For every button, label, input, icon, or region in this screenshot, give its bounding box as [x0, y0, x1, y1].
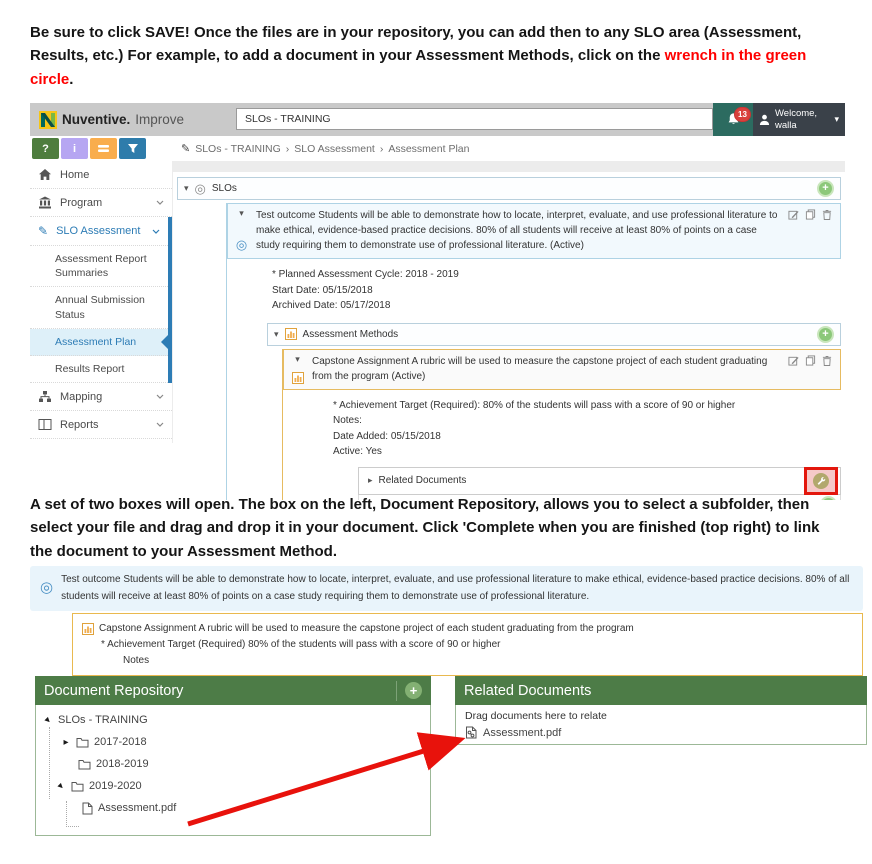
- assessment-plan-main: [172, 161, 845, 486]
- expand-caret-icon[interactable]: ▸: [368, 475, 373, 485]
- linked-file-icon: [465, 726, 477, 739]
- outcome-banner: [30, 566, 863, 611]
- bank-icon: [38, 196, 52, 209]
- document-tree: [35, 705, 431, 836]
- capstone-banner-line3: Notes: [123, 655, 150, 666]
- capstone-banner-line1: Capstone Assignment A rubric will be used to measure the capstone project of each student graduating from the program: [99, 623, 634, 634]
- date-added-value: Date Added: 05/15/2018: [333, 430, 441, 442]
- breadcrumb-item-section[interactable]: SLO Assessment: [294, 142, 375, 155]
- app-body: [30, 161, 845, 486]
- tree-node-2018-2019[interactable]: [36, 753, 430, 775]
- breadcrumb-item-page[interactable]: Assessment Plan: [388, 142, 470, 155]
- target-icon: ◎: [194, 180, 206, 196]
- capstone-banner: [72, 613, 863, 676]
- folder-icon: [71, 781, 84, 792]
- related-documents-panel: [455, 676, 867, 745]
- sidebar-group-slo-assessment: [30, 217, 172, 383]
- tree-guide-line: [66, 826, 79, 827]
- assessment-methods-row: [267, 323, 841, 346]
- header-divider: [396, 681, 397, 701]
- wrench-highlight-box: [804, 467, 838, 495]
- instruction-period: .: [69, 70, 74, 88]
- filter-button[interactable]: [119, 138, 146, 159]
- sidebar-label: Mapping: [60, 390, 103, 403]
- tree-open-triangle-icon[interactable]: ▾: [42, 714, 54, 726]
- nuventive-logo-icon: [39, 111, 57, 129]
- capstone-details: [283, 390, 841, 467]
- instruction-text: Be sure to click SAVE! Once the files are in your repository, you can add then to any SLO area (Assessment, Results, etc.) For example, to add a document in your Assessment Methods, click on the: [30, 24, 802, 65]
- edit-icon[interactable]: [788, 209, 799, 220]
- folder-icon: [76, 737, 89, 748]
- related-documents-dropzone[interactable]: [455, 705, 867, 745]
- instruction-paragraph-2: A set of two boxes will open. The box on the left, Document Repository, allows you to select a subfolder, then select your file and drag and drop it in your document. Click 'Complete when you are finished (top right) to link the document to your Assessment Method.: [30, 496, 820, 560]
- outcome-text: Test outcome Students will be able to demonstrate how to locate, interpret, evaluate, and use professional literature to make ethical, evidence-based practice decisions. 80% of all students will receive at least 80% of points on a case study requiring them to demonstrate use of professional literature. (Active): [256, 210, 778, 251]
- wrench-icon: [816, 476, 826, 486]
- user-menu-caret-icon: ▾: [834, 114, 839, 124]
- tree-node-label: 2019-2020: [89, 780, 142, 792]
- person-icon: [759, 114, 770, 126]
- tree-node-label: 2018-2019: [96, 758, 149, 770]
- add-method-button[interactable]: +: [817, 326, 834, 343]
- list-button[interactable]: [90, 138, 117, 159]
- sidebar-label: Home: [60, 168, 90, 181]
- tree-open-triangle-icon[interactable]: ▾: [55, 780, 67, 792]
- breadcrumb-item-unit[interactable]: SLOs - TRAINING: [195, 142, 281, 155]
- file-icon: [82, 802, 93, 815]
- copy-icon[interactable]: [805, 209, 816, 220]
- add-slo-button[interactable]: +: [817, 180, 834, 197]
- document-repository-panel: [35, 676, 431, 836]
- outcome-header: [227, 203, 841, 259]
- tree-node-label: Assessment.pdf: [98, 802, 177, 814]
- related-file-name: Assessment.pdf: [483, 726, 562, 739]
- sitemap-icon: [38, 390, 52, 403]
- related-file-item[interactable]: [465, 726, 857, 739]
- sidebar-nav: [30, 161, 172, 443]
- notification-count-badge: 13: [734, 107, 751, 122]
- content-top-strip: [173, 161, 845, 172]
- row-actions: [788, 354, 832, 384]
- add-folder-button[interactable]: +: [405, 682, 422, 699]
- breadcrumb: [181, 142, 469, 155]
- copy-icon[interactable]: [805, 355, 816, 366]
- columns-icon: [38, 418, 52, 431]
- outcome-banner-text: Test outcome Students will be able to demonstrate how to locate, interpret, evaluate, and use professional literature to make ethical, evidence-based practice decisions. 80% of all students will receive at least 80% of points on a case study requiring them to demonstrate use of professional literature.: [61, 574, 850, 602]
- user-menu[interactable]: [753, 103, 845, 136]
- archived-date-value: Archived Date: 05/17/2018: [272, 300, 391, 311]
- document-repository-header: [35, 676, 431, 705]
- sidebar-item-mapping[interactable]: [30, 383, 172, 411]
- notifications-button[interactable]: [713, 103, 753, 136]
- outcome-details: [227, 259, 841, 321]
- unit-selector-value: SLOs - TRAINING: [245, 113, 331, 125]
- wrench-button[interactable]: [813, 473, 829, 489]
- welcome-line2: walla: [775, 119, 797, 131]
- sidebar-item-program[interactable]: [30, 189, 172, 217]
- related-documents-header: [455, 676, 867, 705]
- folder-icon: [78, 759, 91, 770]
- home-icon: [38, 168, 52, 181]
- tree-node-label: 2017-2018: [94, 736, 147, 748]
- chevron-down-icon: [156, 394, 164, 399]
- sidebar-label: Reports: [60, 418, 99, 431]
- achievement-target-value: * Achievement Target (Required): 80% of the students will pass with a score of 90 or higher: [333, 399, 736, 411]
- collapse-caret-icon[interactable]: ▾: [239, 208, 244, 218]
- bar-chart-icon: [82, 623, 94, 635]
- tree-closed-triangle-icon[interactable]: ▸: [63, 736, 69, 748]
- welcome-line1: Welcome,: [775, 108, 818, 120]
- bar-chart-icon: [292, 372, 304, 384]
- collapse-caret-icon[interactable]: ▾: [274, 328, 279, 339]
- brand-logo: [39, 103, 184, 136]
- info-button[interactable]: i: [61, 138, 88, 159]
- collapse-caret-icon[interactable]: ▾: [184, 183, 189, 193]
- breadcrumb-separator: ›: [379, 142, 384, 155]
- capstone-text: Capstone Assignment A rubric will be used to measure the capstone project of each student graduating from the program (Active): [312, 355, 768, 382]
- sidebar-item-results-report[interactable]: Results Report: [30, 356, 168, 383]
- trash-icon[interactable]: [822, 209, 832, 220]
- sidebar-item-assessment-plan[interactable]: Assessment Plan: [30, 329, 168, 356]
- brand-product: Improve: [135, 112, 185, 127]
- related-documents-title: Related Documents: [464, 682, 592, 699]
- assessment-methods-label: Assessment Methods: [302, 328, 399, 340]
- tree-node-root[interactable]: [36, 709, 430, 731]
- instruction-red-text: wrench in the green circle: [30, 47, 807, 88]
- active-value: Active: Yes: [333, 446, 382, 457]
- pencil-icon: ✎: [38, 224, 49, 238]
- collapse-caret-icon[interactable]: ▾: [295, 353, 300, 364]
- quick-toolbar: [30, 136, 845, 161]
- sidebar-item-annual-submission-status[interactable]: Annual Submission Status: [30, 287, 168, 328]
- brand-name: Nuventive.: [62, 112, 131, 127]
- welcome-label: [775, 108, 817, 131]
- capstone-method-card: [282, 349, 841, 500]
- slos-section-row: [177, 177, 841, 200]
- row-actions: [788, 208, 832, 253]
- document-repository-title: Document Repository: [44, 682, 184, 699]
- dropzone-hint: Drag documents here to relate: [465, 710, 607, 722]
- notes-label: Notes:: [333, 415, 362, 426]
- sidebar-item-reports[interactable]: [30, 411, 172, 439]
- sidebar-item-assessment-report-summaries[interactable]: Assessment Report Summaries: [30, 246, 168, 287]
- tree-node-assessment-pdf[interactable]: [36, 797, 430, 819]
- related-documents-label: Related Documents: [378, 475, 467, 486]
- tree-node-2019-2020[interactable]: [36, 775, 430, 797]
- breadcrumb-separator: ›: [285, 142, 290, 155]
- instruction-paragraph-1: [30, 21, 836, 91]
- start-date-value: Start Date: 05/15/2018: [272, 284, 373, 296]
- unit-selector-dropdown[interactable]: [236, 108, 713, 130]
- edit-icon[interactable]: [788, 355, 799, 366]
- capstone-header: [283, 349, 841, 390]
- tree-guide-line: [49, 727, 50, 799]
- list-icon: [97, 143, 110, 154]
- sidebar-item-slo-assessment[interactable]: [30, 217, 168, 246]
- tree-guide-line: [66, 801, 67, 827]
- trash-icon[interactable]: [822, 355, 832, 366]
- chevron-down-icon: [156, 200, 164, 205]
- tree-node-label: SLOs - TRAINING: [58, 714, 148, 726]
- bar-chart-icon: [285, 328, 297, 340]
- app-screenshot-1: [30, 103, 845, 486]
- funnel-icon: [127, 143, 139, 154]
- help-button[interactable]: ?: [32, 138, 59, 159]
- capstone-banner-line2: * Achievement Target (Required) 80% of the students will pass with a score of 90 or higher: [101, 639, 501, 650]
- related-documents-row[interactable]: [358, 467, 841, 495]
- sidebar-item-home[interactable]: [30, 161, 172, 189]
- pencil-icon: ✎: [181, 143, 191, 155]
- app-header: [30, 103, 845, 136]
- tree-node-2017-2018[interactable]: [36, 731, 430, 753]
- slos-section-label: SLOs: [211, 183, 237, 194]
- chevron-down-icon: [152, 229, 160, 234]
- planned-cycle-value: * Planned Assessment Cycle: 2018 - 2019: [272, 269, 459, 280]
- chevron-down-icon: [156, 422, 164, 427]
- slo-outcome-card: [226, 203, 841, 500]
- sidebar-label: SLO Assessment: [56, 225, 141, 237]
- outcome-target-icon: ◎: [235, 237, 248, 252]
- outcome-target-icon: ◎: [40, 579, 54, 597]
- sidebar-label: Program: [60, 196, 103, 209]
